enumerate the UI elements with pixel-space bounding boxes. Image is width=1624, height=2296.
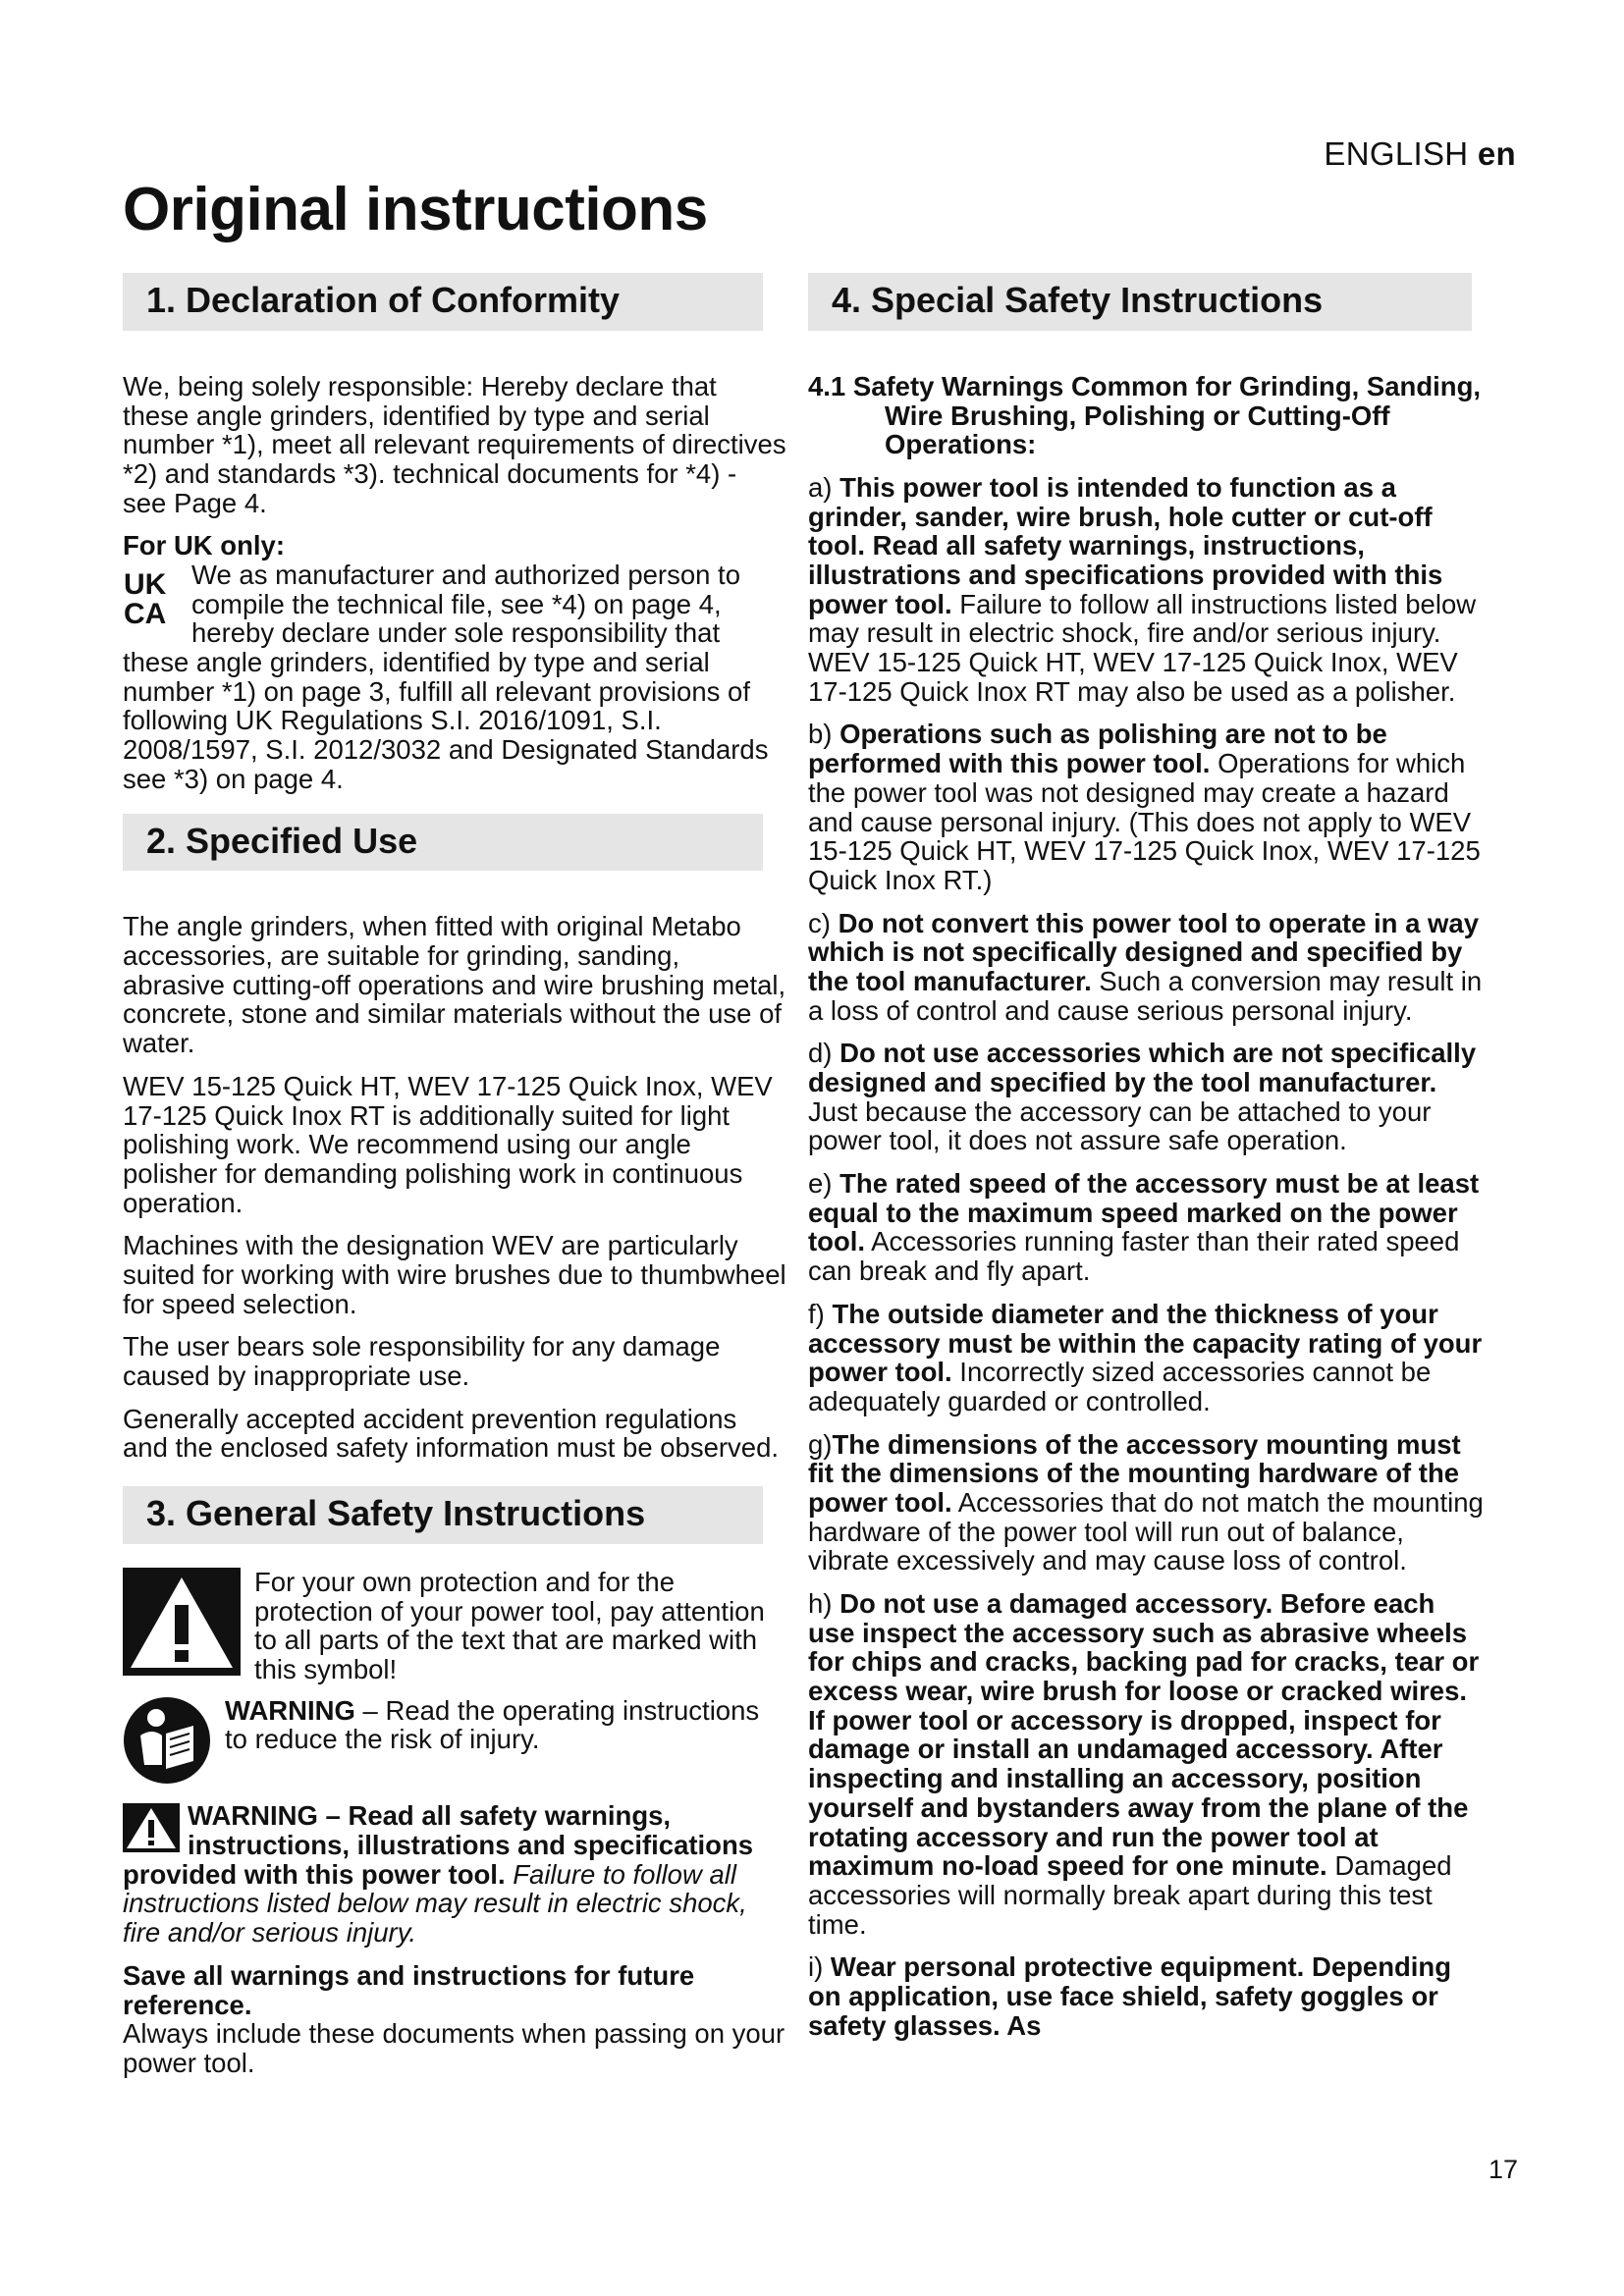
right-column [808, 273, 1486, 2054]
uk-text: We as manufacturer and authorized person to compile the technical file, see *4) on page 4, hereby declare under sole responsibility that these angle grinders, identified by type and serial number *1) on page 3, fulfill all relevant provisions of following UK Regulations S.I. 2016/1091, S.I. 2008/1597, S.I. 2012/3032 and Designated Standards see *3) on page 4. [123, 560, 769, 794]
warning-triangle-icon [123, 1568, 241, 1682]
small-warning-triangle-icon [123, 1803, 180, 1858]
warning-label: WARNING [225, 1694, 355, 1726]
safety-item: h) Do not use a damaged accessory. Before each use inspect the accessory such as abrasive wheels for chips and cracks, backing pad for cracks, tear or excess wear, wire brush for loose or cracked wires. If power tool or accessory is dropped, inspect for damage or install an undamaged accessory. After inspecting and installing an accessory, position yourself and bystanders away from the plane of the rotating accessory and run the power tool at maximum no-load speed for one minute. Damaged accessories will normally break apart during this test time. [808, 1588, 1480, 1940]
safety-item: a) This power tool is intended to function as a grinder, sander, wire brush, hole cutter or cut-off tool. Read all safety warnings, instructions, illustrations and specifications provided with this power tool. Failure to follow all instructions listed below may result in electric shock, fire and/or serious injury. WEV 15-125 Quick HT, WEV 17-125 Quick Inox, WEV 17-125 Quick Inox RT may also be used as a polisher. [808, 471, 1477, 707]
safety-item: b) Operations such as polishing are not to be performed with this power tool. Operations for which the power tool was not designed may create a hazard and cause personal injury. (This does not apply to WEV 15-125 Quick HT, WEV 17-125 Quick Inox, WEV 17-125 Quick Inox RT.) [808, 719, 1481, 895]
symbol-notice-text: For your own protection and for the protection of your power tool, pay attention to all parts of the text that are marked with this symbol! [254, 1566, 765, 1684]
language-indicator [1324, 135, 1516, 173]
page-number: 17 [1488, 2155, 1518, 2184]
ukca-mark-icon [123, 568, 184, 631]
specified-use-paragraph-1: The angle grinders, when fitted with original Metabo accessories, are suitable for grinding, sanding, abrasive cutting-off operations and wire brushing metal, concrete, stone and similar materials without the use of water. [123, 911, 786, 1059]
specified-use-paragraph-3: Machines with the designation WEV are particularly suited for working with wire brushes due to thumbwheel for speed selection. [123, 1230, 786, 1319]
section-heading-specified-use: 2. Specified Use [123, 814, 763, 872]
read-manual-icon [123, 1696, 211, 1790]
read-manual-warning [123, 1696, 786, 1790]
specified-use-paragraph-2: WEV 15-125 Quick HT, WEV 17-125 Quick Inox, WEV 17-125 Quick Inox RT is additionally suited for light polishing work. We recommend using our angle polisher for demanding polishing work in continuous operation. [123, 1070, 773, 1218]
warning-text: – Read the operating instructions to reduce the risk of injury. [225, 1694, 760, 1755]
uk-heading: For UK only: [123, 530, 285, 561]
safety-item: c) Do not convert this power tool to operate in a way which is not specifically designed and specified by the tool manufacturer. Such a conversion may result in a loss of control and cause serious personal injury. [808, 907, 1483, 1026]
section-heading-declaration: 1. Declaration of Conformity [123, 273, 763, 331]
uk-paragraph [123, 561, 786, 794]
save-instructions-text: Always include these documents when passing on your power tool. [123, 2018, 785, 2078]
symbol-notice [123, 1568, 786, 1684]
specified-use-paragraph-5: Generally accepted accident prevention regulations and the enclosed safety information must be observed. [123, 1403, 780, 1464]
language-label: ENGLISH [1324, 135, 1469, 172]
section-heading-special-safety: 4. Special Safety Instructions [808, 273, 1472, 331]
safety-item: e) The rated speed of the accessory must be at least equal to the maximum speed marked on the power tool. Accessories running faster than their rated speed can break and fly apart. [808, 1168, 1480, 1287]
safety-item: d) Do not use accessories which are not specifically designed and specified by the tool manufacturer. Just because the accessory can be attached to your power tool, it does not assure safe operation. [808, 1038, 1477, 1156]
safety-item: g)The dimensions of the accessory mounting must fit the dimensions of the mounting hardware of the power tool. Accessories that do not match the mounting hardware of the power tool will run out of balance, vibrate excessively and may cause loss of control. [808, 1428, 1484, 1576]
left-column [123, 273, 786, 2092]
save-instructions-paragraph [123, 1961, 786, 2078]
main-warning-italic: Failure to follow all instructions listed below may result in electric shock, fire and/or serious injury. [123, 1858, 747, 1949]
main-warning-bold: WARNING – Read all safety warnings, instructions, illustrations and specifications provided with this power tool. [123, 1800, 754, 1890]
main-warning-paragraph [123, 1801, 786, 1947]
safety-item: f) The outside diameter and the thickness of your accessory must be within the capacity rating of your power tool. Incorrectly sized accessories cannot be adequately guarded or controlled. [808, 1298, 1483, 1416]
svg-text:UK: UK [124, 568, 167, 601]
section-heading-general-safety: 3. General Safety Instructions [123, 1486, 763, 1544]
page-title: Original instructions [123, 176, 708, 243]
subsection-heading-4-1: 4.1 Safety Warnings Common for Grinding, Sanding, Wire Brushing, Polishing or Cutting-Off Operations: [808, 370, 1482, 460]
svg-text:CA: CA [124, 598, 167, 625]
safety-item: i) Wear personal protective equipment. Depending on application, use face shield, safety goggles or safety glasses. As [808, 1951, 1452, 2041]
language-code: en [1477, 135, 1516, 172]
save-instructions-bold: Save all warnings and instructions for future reference. [123, 1959, 695, 2020]
specified-use-paragraph-4: The user bears sole responsibility for any damage caused by inappropriate use. [123, 1331, 721, 1391]
declaration-paragraph: We, being solely responsible: Hereby declare that these angle grinders, identified by type and serial number *1), meet all relevant requirements of directives *2) and standards *3). technical documents for *4) - see Page 4. [123, 370, 786, 518]
